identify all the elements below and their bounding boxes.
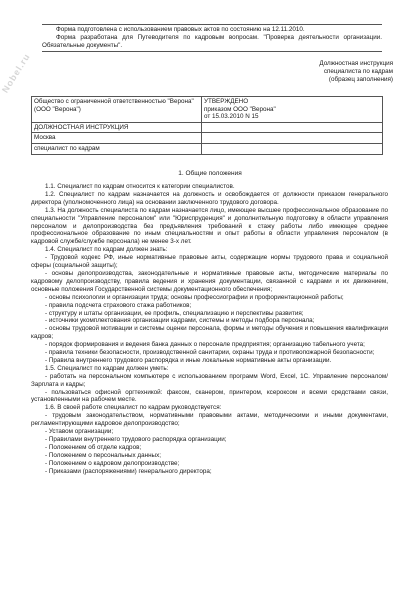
- empty-cell: [202, 133, 383, 144]
- paragraph: - пользоваться офисной оргтехникой: факсом, сканером, принтером, ксероксом и всеми средствами связи, установленными на рабочем месте.: [31, 388, 388, 404]
- paragraph: - порядок формирования и ведения банка данных о персонале предприятия; организацию табельного учета;: [45, 341, 365, 349]
- approval-stamp-cell: [202, 97, 383, 123]
- paragraph: - Правилами внутреннего трудового распорядка организации;: [45, 436, 227, 443]
- header-line-2: Форма разработана для Путеводителя по кадровым вопросам. "Проверка деятельности организации. Обязательные документы".: [42, 34, 382, 49]
- paragraph: - Положением о кадровом делопроизводстве;: [45, 459, 180, 467]
- company-name-cell: Общество с ограниченной ответственностью "Верона" (ООО "Верона"): [32, 97, 202, 123]
- document-body: [31, 183, 388, 476]
- paragraph: - источники укомплектования организации кадрами, системы и методы подбора персонала;: [45, 317, 315, 325]
- section-title: 1. Общие положения: [178, 170, 242, 177]
- paragraph: - трудовым законодательством, нормативными правовыми актами, методическими и иными документами, регламентирующими кадровое делопроизводство;: [31, 412, 388, 428]
- caption-line-1: Должностная инструкция: [319, 60, 393, 67]
- paragraph: - правила подсчета страхового стажа работников;: [45, 301, 192, 309]
- paragraph: 1.4. Специалист по кадрам должен знать:: [45, 246, 168, 254]
- caption-line-3: (образец заполнения): [328, 76, 393, 83]
- empty-cell: [202, 122, 383, 133]
- paragraph: 1.3. На должность специалиста по кадрам назначается лицо, имеющее высшее профессиональное образование по специальности "Управление персоналом" или "Юриспруденция" и дополнительную подготовку в области управления персоналом и делопроизводства без предъявления требований к стажу работы либо имеющее среднее профессиональное образование по иным специальностям и опыт работы в области управления персоналом (в кадровой службе/службе персонала) не менее 3-х лет.: [31, 206, 388, 246]
- approved-title: УТВЕРЖДЕНО: [204, 98, 249, 105]
- caption-line-2: специалиста по кадрам: [323, 68, 393, 75]
- empty-cell: [202, 143, 383, 154]
- paragraph: - Правила внутреннего трудового распорядка и иные локальные нормативные акты организации.: [45, 356, 332, 364]
- position-cell: специалист по кадрам: [32, 143, 202, 154]
- approved-date: от 15.03.2010 N 15: [204, 113, 259, 121]
- paragraph: - Положением о персональных данных;: [45, 451, 161, 459]
- watermark: Nobel.ru: [0, 51, 33, 95]
- paragraph: - правила техники безопасности, производственной санитарии, охраны труда и противопожарной безопасности;: [45, 349, 375, 357]
- header-bottom-rule: [42, 51, 382, 52]
- document-caption: [319, 60, 393, 84]
- paragraph: - Трудовой кодекс РФ, иные нормативные правовые акты, содержащие нормы трудового права и социальной сферы (социальной защиты);: [31, 254, 388, 270]
- paragraph: - Уставом организации;: [45, 428, 114, 436]
- paragraph: - Приказами (распоряжениями) генерального директора;: [45, 467, 212, 475]
- paragraph: - работать на персональном компьютере с использованием программ Word, Excel, 1С. Управление персоналом/Зарплата и кадры;: [31, 372, 388, 388]
- city-cell: Москва: [32, 133, 202, 144]
- form-header: [42, 26, 382, 50]
- paragraph: 1.1. Специалист по кадрам относится к категории специалистов.: [45, 183, 235, 190]
- approved-order: приказом ООО "Верона": [204, 105, 276, 113]
- paragraph: - структуру и штаты организации, ее профиль, специализацию и перспективы развития;: [45, 309, 304, 317]
- paragraph: 1.6. В своей работе специалист по кадрам руководствуется:: [45, 404, 222, 412]
- header-line-1: Форма подготовлена с использованием правовых актов по состоянию на 12.11.2010.: [56, 26, 305, 33]
- doc-type-cell: ДОЛЖНОСТНАЯ ИНСТРУКЦИЯ: [32, 122, 202, 133]
- paragraph: - Положением об отделе кадров;: [45, 443, 142, 451]
- paragraph: 1.5. Специалист по кадрам должен уметь:: [45, 364, 169, 372]
- requisites-table: [31, 96, 383, 155]
- paragraph: - основы трудовой мотивации и системы оценки персонала, формы и методы обучения и повышения квалификации кадров;: [31, 325, 388, 341]
- paragraph: 1.2. Специалист по кадрам назначается на должность и освобождается от должности приказом генерального директора (уполномоченного лица) на основании заключенного трудового договора.: [31, 190, 388, 206]
- paragraph: - основы психологии и организации труда; основы профессиографии и профориентационной работы;: [45, 293, 344, 301]
- paragraph: - основы делопроизводства, законодательные и нормативные правовые акты, методические материалы по кадровому делопроизводству, правила ведения и хранения документации, связанной с кадрами и их движением, основные положения Государственной системы документационного обеспечения;: [31, 269, 388, 293]
- top-rule: [42, 24, 382, 25]
